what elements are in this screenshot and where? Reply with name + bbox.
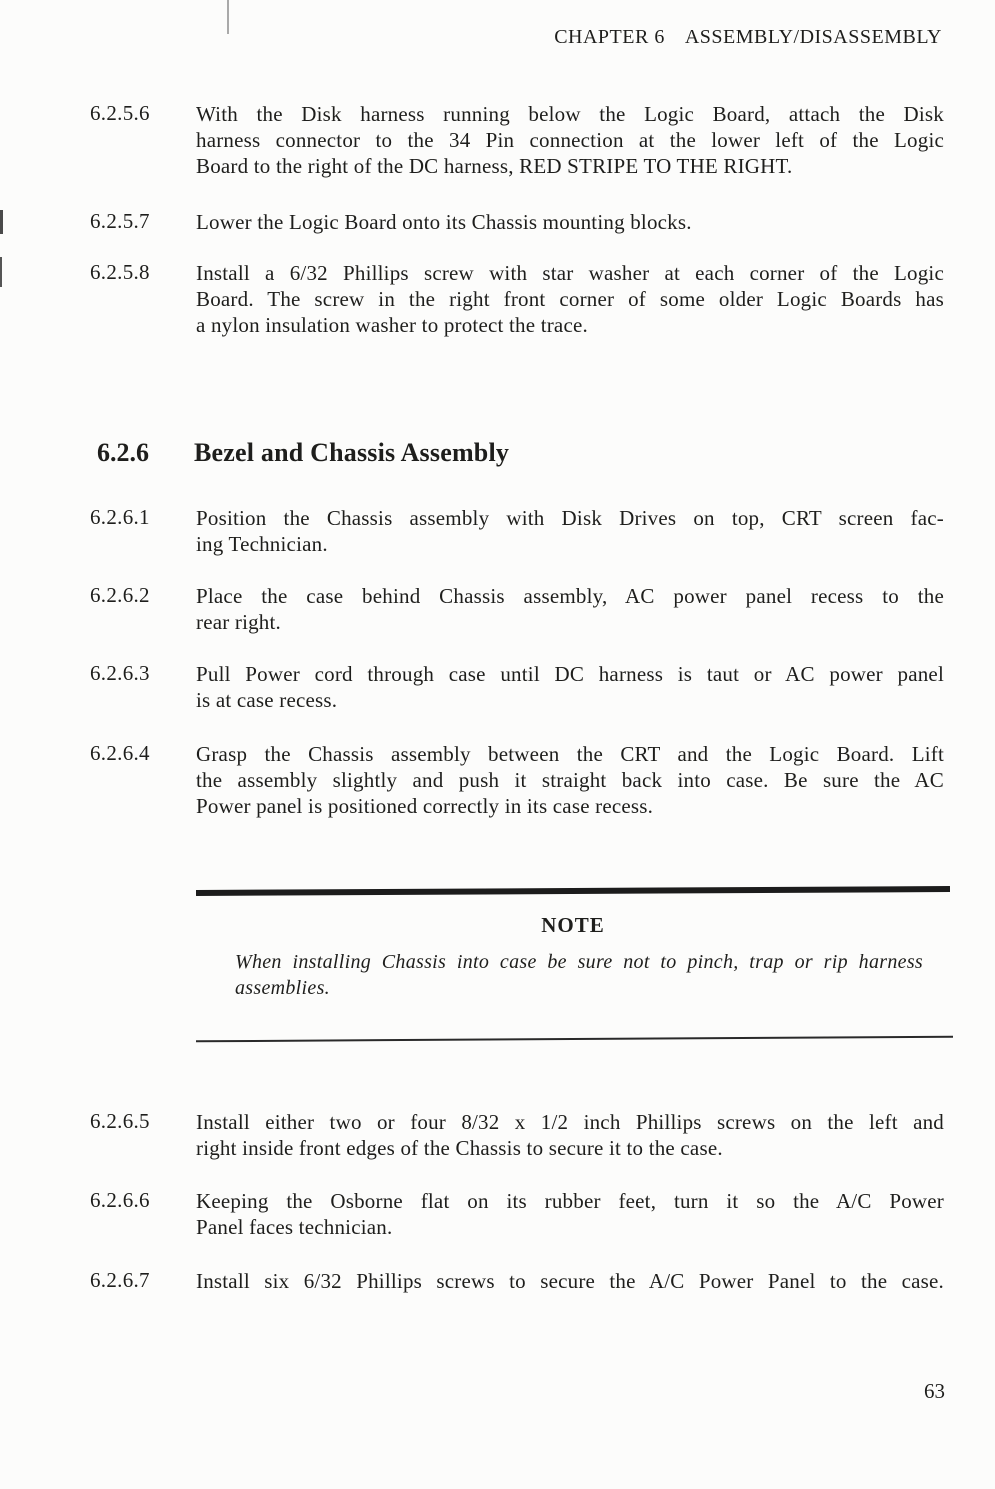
chapter-header: [554, 26, 942, 49]
text-line: assemblies.: [235, 977, 330, 999]
scan-artifact-top-line: [227, 0, 229, 34]
text-line: the assembly slightly and push it straight back into case. Be sure the AC: [196, 768, 944, 792]
item-number: 6.2.6.2: [90, 583, 150, 607]
text-line: Keeping the Osborne flat on its rubber feet, turn it so the A/C Power: [196, 1189, 944, 1213]
item-number: 6.2.6.5: [90, 1109, 150, 1133]
item-text: [196, 260, 944, 338]
scan-artifact-left-edge: [0, 210, 3, 234]
item-text: [196, 505, 944, 557]
chapter-header-chapter: CHAPTER 6: [554, 26, 665, 48]
item-text: [196, 583, 944, 635]
text-line: With the Disk harness running below the Logic Board, attach the Disk: [196, 102, 944, 126]
text-line: Board. The screw in the right front corner of some older Logic Boards has: [196, 287, 944, 311]
item-text: [196, 101, 944, 179]
text-line: Pull Power cord through case until DC harness is taut or AC power panel: [196, 662, 944, 686]
chapter-header-title: ASSEMBLY/DISASSEMBLY: [684, 26, 942, 48]
note-title: NOTE: [541, 913, 605, 937]
text-line: Panel faces technician.: [196, 1215, 393, 1239]
note-body: [235, 949, 923, 1001]
text-line: a nylon insulation washer to protect the trace.: [196, 313, 588, 337]
text-line: Lower the Logic Board onto its Chassis mounting blocks.: [196, 210, 692, 234]
note-rule-bottom: [196, 1036, 953, 1043]
text-line: Install a 6/32 Phillips screw with star washer at each corner of the Logic: [196, 261, 944, 285]
text-line: When installing Chassis into case be sure not to pinch, trap or rip harness: [235, 951, 923, 973]
text-line: Power panel is positioned correctly in its case recess.: [196, 794, 654, 818]
text-line: harness connector to the 34 Pin connection at the lower left of the Logic: [196, 128, 944, 152]
text-line: right inside front edges of the Chassis to secure it to the case.: [196, 1136, 723, 1160]
text-line: rear right.: [196, 610, 281, 634]
item-number: 6.2.6.3: [90, 661, 150, 685]
item-text: [196, 661, 944, 713]
text-line: Place the case behind Chassis assembly, AC power panel recess to the: [196, 584, 944, 608]
item-text: [196, 1188, 944, 1240]
text-line: Install six 6/32 Phillips screws to secure the A/C Power Panel to the case.: [196, 1269, 944, 1293]
item-number: 6.2.6.4: [90, 741, 150, 765]
item-text: [196, 741, 944, 819]
section-number: 6.2.6: [97, 438, 149, 467]
item-number: 6.2.5.6: [90, 101, 150, 125]
text-line: Position the Chassis assembly with Disk Drives on top, CRT screen fac-: [196, 506, 944, 530]
page-number: 63: [924, 1379, 945, 1403]
item-number: 6.2.6.1: [90, 505, 150, 529]
scan-artifact-left-edge: [0, 257, 2, 287]
item-number: 6.2.5.8: [90, 260, 150, 284]
item-number: 6.2.5.7: [90, 209, 150, 233]
item-text: [196, 1109, 944, 1161]
item-number: 6.2.6.7: [90, 1268, 150, 1292]
item-text: [196, 1268, 944, 1294]
text-line: is at case recess.: [196, 688, 338, 712]
text-line: Install either two or four 8/32 x 1/2 inch Phillips screws on the left and: [196, 1110, 944, 1134]
text-line: ing Technician.: [196, 532, 328, 556]
item-number: 6.2.6.6: [90, 1188, 150, 1212]
item-text: [196, 209, 944, 235]
text-line: Board to the right of the DC harness, RED STRIPE TO THE RIGHT.: [196, 154, 793, 178]
note-rule-top: [196, 886, 950, 896]
section-title: Bezel and Chassis Assembly: [194, 438, 510, 467]
text-line: Grasp the Chassis assembly between the CRT and the Logic Board. Lift: [196, 742, 944, 766]
